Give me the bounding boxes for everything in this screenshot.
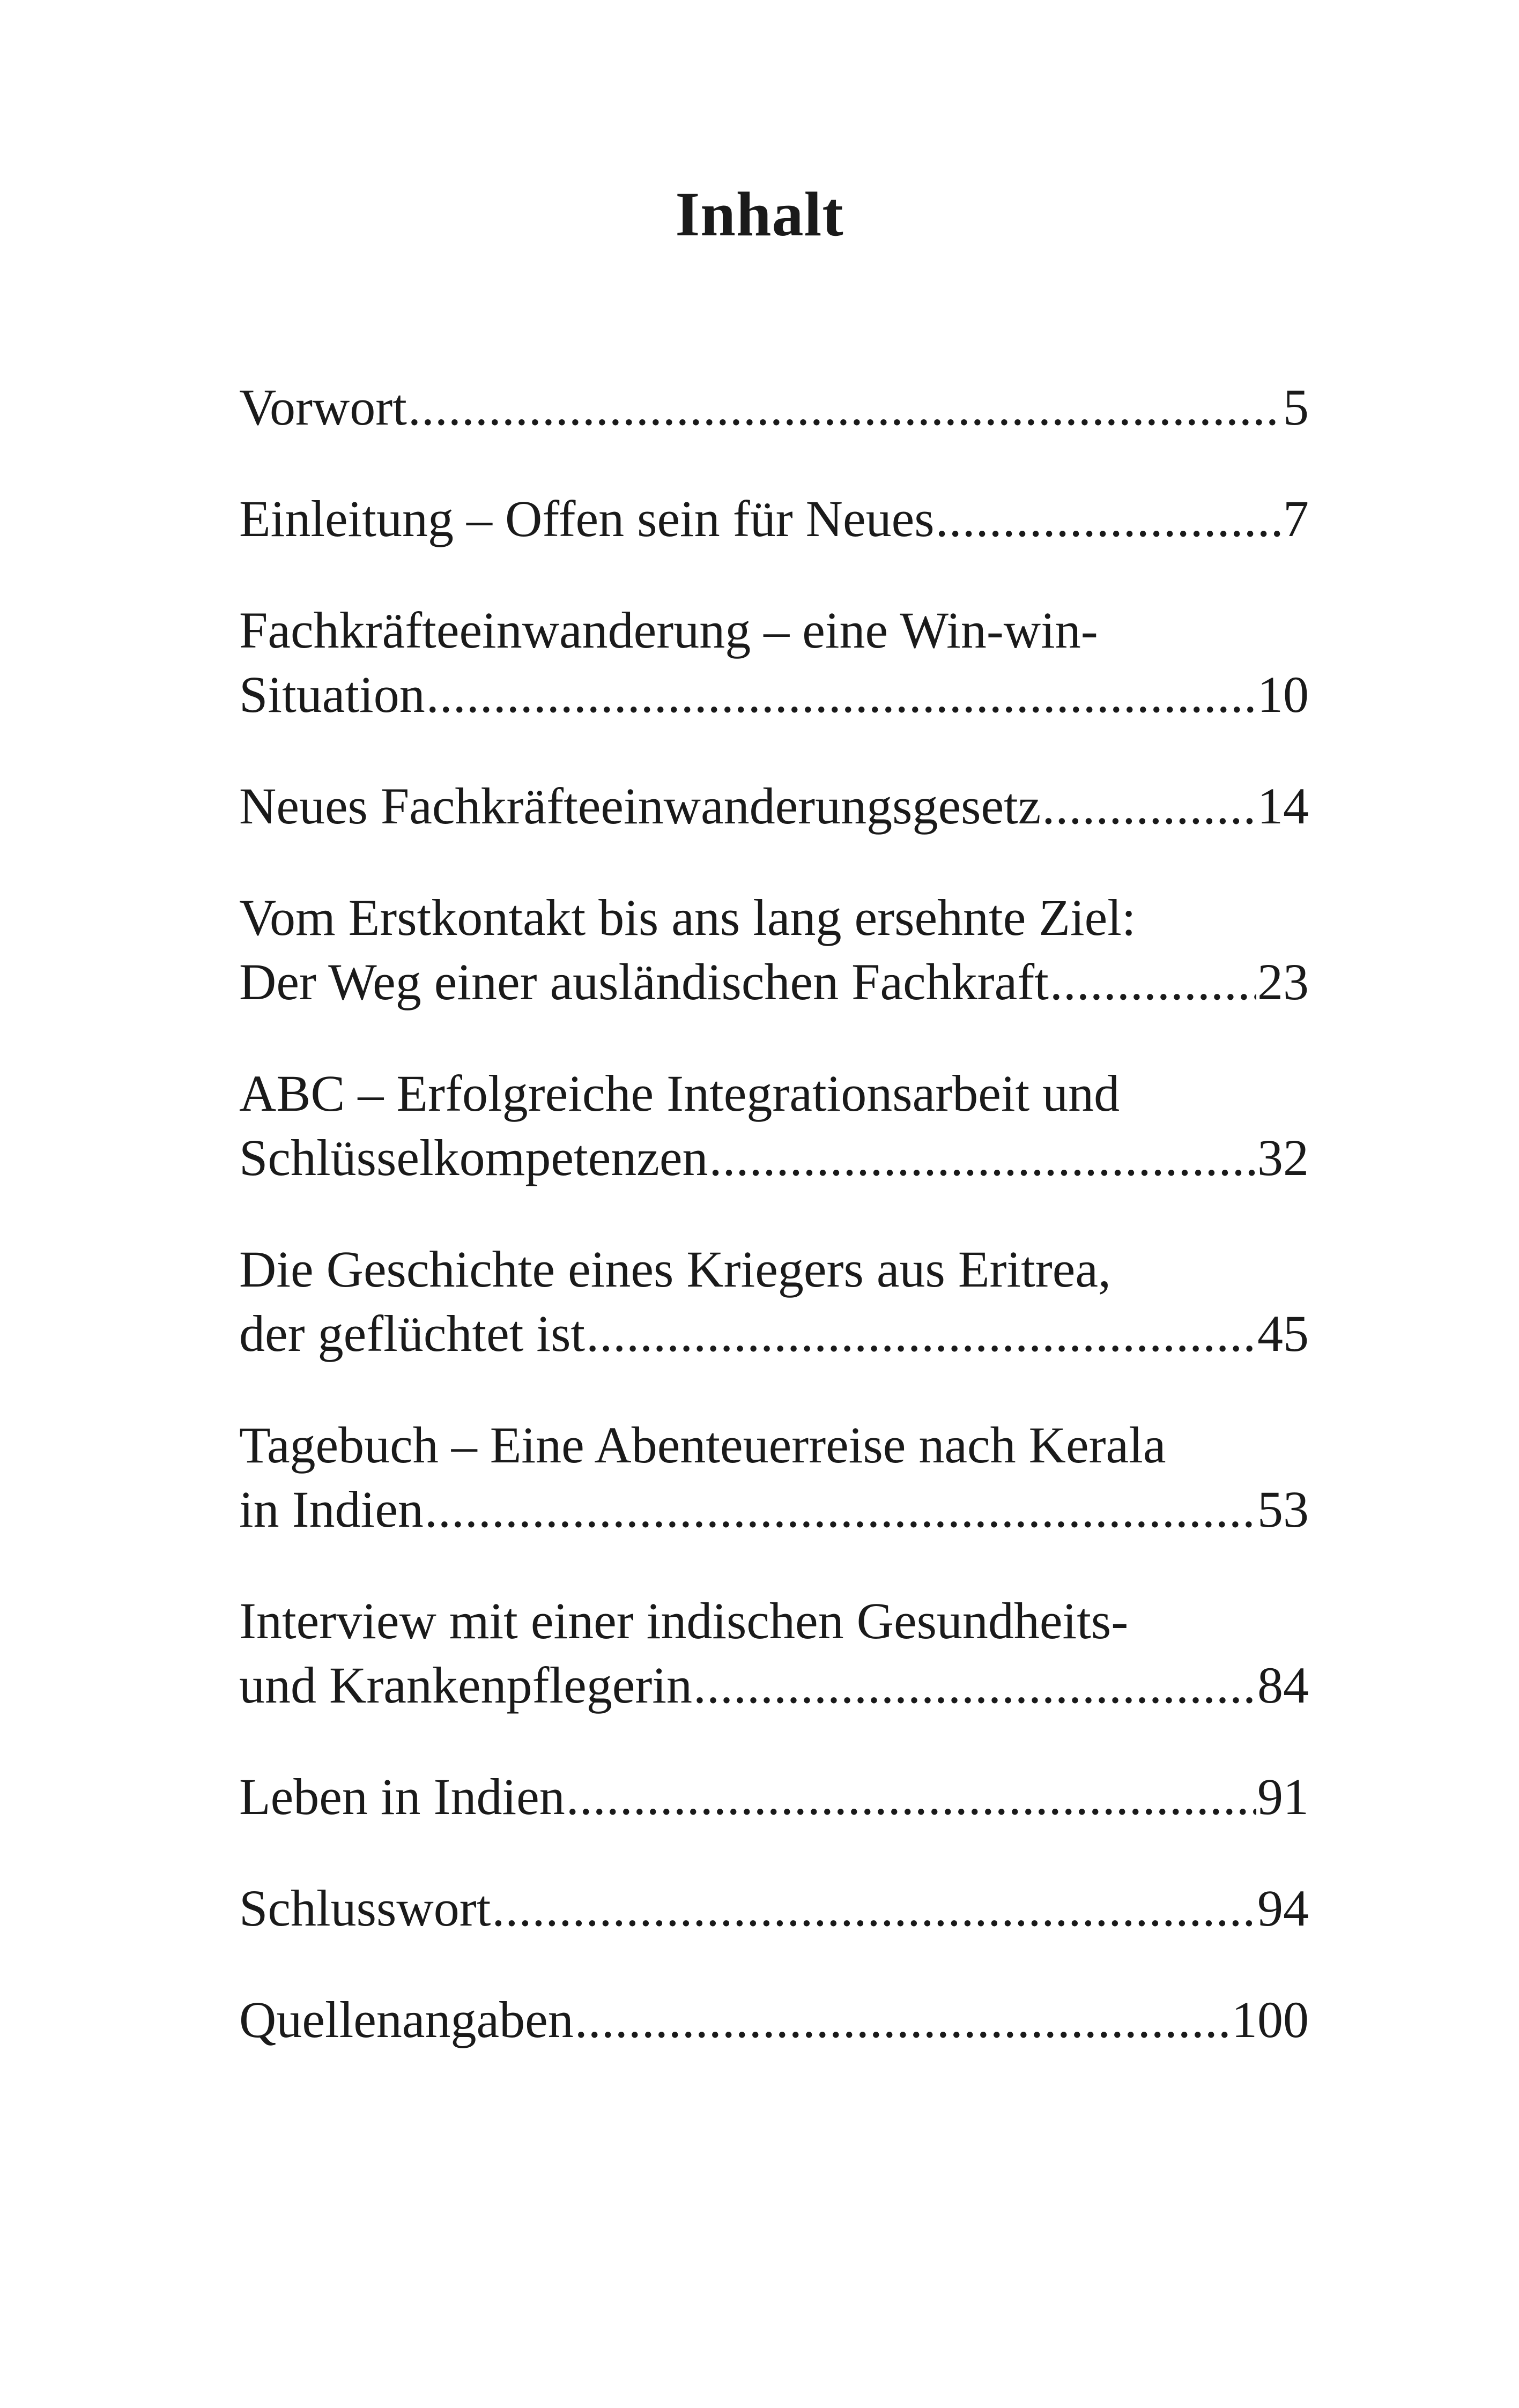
dot-leader <box>425 1477 1256 1542</box>
toc-entry-tagebuch <box>239 1413 1309 1542</box>
toc-entry-title-line1: Tagebuch – Eine Abenteuerreise nach Kerala <box>239 1416 1166 1474</box>
toc-page-number: 32 <box>1257 1129 1309 1186</box>
toc-entry-title-line1: Interview mit einer indischen Gesundheits- <box>239 1592 1129 1649</box>
dot-leader <box>575 1988 1231 2052</box>
toc-entry-interview <box>239 1589 1309 1718</box>
dot-leader <box>426 663 1256 727</box>
toc-entry-line <box>239 1126 1309 1190</box>
toc-entry-title-line1: Die Geschichte eines Kriegers aus Eritrea, <box>239 1240 1111 1298</box>
toc-entry-title: und Krankenpflegerin <box>239 1656 693 1714</box>
dot-leader <box>492 1876 1256 1941</box>
toc-page-number: 5 <box>1283 378 1309 436</box>
dot-leader <box>693 1653 1256 1718</box>
toc-entry-title: Quellenangaben <box>239 1991 574 2048</box>
toc-entry-line <box>239 1765 1309 1829</box>
toc-entry-einleitung <box>239 487 1309 551</box>
toc-entry-fachkraefteeinwanderung <box>239 598 1309 727</box>
toc-entry-line <box>239 1477 1309 1542</box>
toc-entry-title: Situation <box>239 666 425 723</box>
toc-entry-title-line1: Fachkräfteeinwanderung – eine Win-win- <box>239 601 1098 659</box>
toc-entry-title: Der Weg einer ausländischen Fachkraft <box>239 953 1049 1010</box>
dot-leader <box>709 1126 1256 1190</box>
dot-leader <box>1050 950 1256 1014</box>
toc-page-number: 100 <box>1232 1991 1309 2048</box>
toc-entry-line <box>239 375 1309 440</box>
toc-page-number: 10 <box>1257 666 1309 723</box>
toc-entry-erstkontakt <box>239 886 1309 1014</box>
toc-entry-line <box>239 774 1309 838</box>
toc-page-number: 84 <box>1257 1656 1309 1714</box>
toc-entry-vorwort <box>239 375 1309 440</box>
toc-entry-line <box>239 1653 1309 1718</box>
dot-leader <box>566 1765 1256 1829</box>
toc-entry-leben-in-indien <box>239 1765 1309 1829</box>
table-of-contents <box>239 375 1309 2099</box>
toc-page-number: 91 <box>1257 1768 1309 1825</box>
toc-entry-line <box>239 1876 1309 1941</box>
toc-entry-abc <box>239 1061 1309 1190</box>
toc-entry-line <box>239 487 1309 551</box>
toc-entry-title: in Indien <box>239 1481 424 1538</box>
toc-entry-title: Einleitung – Offen sein für Neues <box>239 490 935 547</box>
toc-entry-title: Schlusswort <box>239 1879 491 1937</box>
toc-entry-title: Vorwort <box>239 378 407 436</box>
toc-entry-title: der geflüchtet ist <box>239 1305 586 1362</box>
toc-page-number: 7 <box>1283 490 1309 547</box>
dot-leader <box>408 375 1282 440</box>
toc-page-number: 53 <box>1257 1481 1309 1538</box>
toc-entry-title-line1: Vom Erstkontakt bis ans lang ersehnte Ziel: <box>239 889 1136 946</box>
toc-entry-eritrea <box>239 1237 1309 1366</box>
toc-entry-schlusswort <box>239 1876 1309 1941</box>
dot-leader <box>1042 774 1256 838</box>
toc-page-number: 14 <box>1257 777 1309 835</box>
toc-entry-quellenangaben <box>239 1988 1309 2052</box>
dot-leader <box>586 1302 1256 1366</box>
toc-entry-line <box>239 1988 1309 2052</box>
toc-entry-gesetz <box>239 774 1309 838</box>
toc-entry-title: Leben in Indien <box>239 1768 565 1825</box>
toc-page-number: 94 <box>1257 1879 1309 1937</box>
dot-leader <box>936 487 1282 551</box>
page-title: Inhalt <box>675 179 844 249</box>
toc-entry-line <box>239 950 1309 1014</box>
toc-entry-title: Neues Fachkräfteeinwanderungsgesetz <box>239 777 1041 835</box>
toc-entry-line <box>239 663 1309 727</box>
toc-page-number: 23 <box>1257 953 1309 1010</box>
toc-entry-line <box>239 1302 1309 1366</box>
toc-page-number: 45 <box>1257 1305 1309 1362</box>
toc-entry-title-line1: ABC – Erfolgreiche Integrationsarbeit und <box>239 1065 1120 1122</box>
toc-entry-title: Schlüsselkompetenzen <box>239 1129 708 1186</box>
